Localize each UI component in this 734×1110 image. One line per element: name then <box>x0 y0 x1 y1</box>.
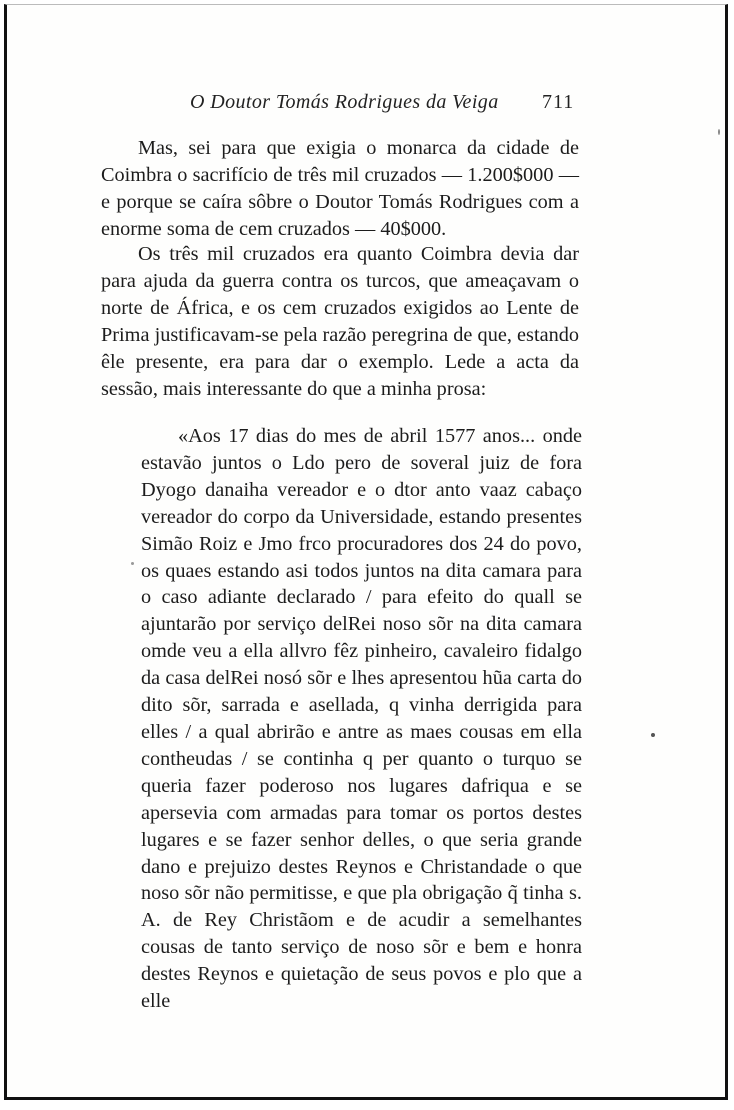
quoted-minutes-text: «Aos 17 dias do mes de abril 1577 anos... onde estavão juntos o Ldo pero de soveral juiz de fora Dyogo danaiha vereador e o dtor anto vaaz cabaço vereador do corpo da Universidade, estando presentes Simão Roiz e Jmo frco procuradores dos 24 do povo, os quaes estando asi todos juntos na dita camara para o caso adiante declarado / para efeito do quall se ajuntarão por serviço delRei noso sõr na dita camara omde veu a ella allvro fêz pinheiro, cavaleiro fidalgo da casa delRei nosó sõr e lhes apresentou hũa carta do dito sõr, sarrada e asellada, q vinha derrigida para elles / a qual abrirão e antre as maes cousas em ella contheudas / se continha q per quanto o turquo se queria fazer poderoso nos lugares dafriqua e se apersevia com armadas para tomar os portos destes lugares e se fazer senhor delles, o que seria grande dano e prejuizo destes Reynos e Christandade o que noso sõr não permitisse, e que pla obrigação q̃ tinha s. A. de Rey Christãom e de acudir a semelhantes cousas de tanto serviço de noso sõr e bem e honra destes Reynos e quietação de seus povos e plo que a elle <box>141 425 582 1013</box>
paragraph-1-text: Mas, sei para que exigia o monarca da cidade de Coimbra o sacrifício de três mil cruzados — 1.200$000 — e porque se caíra sôbre o Doutor Tomás Rodrigues com a enorme soma de cem cruzados — 40$000. <box>101 137 579 240</box>
paragraph-2 <box>101 241 579 402</box>
quoted-minutes <box>141 423 582 1015</box>
paragraph-2-text: Os três mil cruzados era quanto Coimbra devia dar para ajuda da guerra contra os turcos, que ameaçavam o norte de África, e os cem cruzados exigidos ao Lente de Prima justificavam-se pela razão peregrina de que, estando êle presente, era para dar o exemplo. Lede a acta da sessão, mais interessante do que a minha prosa: <box>101 243 579 400</box>
page-number: 711 <box>542 91 575 113</box>
running-title: O Doutor Tomás Rodrigues da Veiga <box>190 91 499 113</box>
paragraph-1 <box>101 135 579 243</box>
book-page <box>4 4 728 1100</box>
print-speck <box>651 733 655 737</box>
print-speck <box>131 562 134 565</box>
print-speck <box>718 129 720 135</box>
